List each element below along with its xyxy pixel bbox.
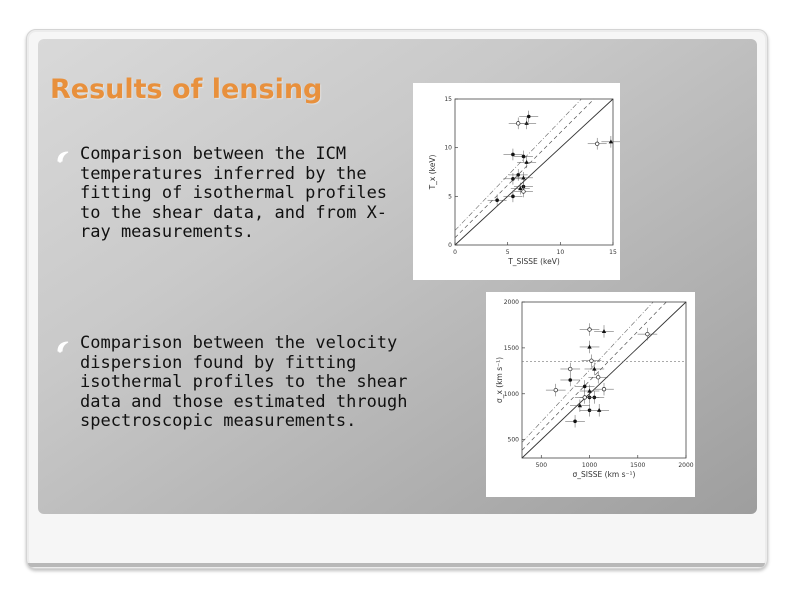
x-tick-label: 1000 <box>581 462 598 469</box>
x-tick-label: 0 <box>453 249 457 256</box>
data-point-open-circle <box>554 388 558 392</box>
data-point-filled-circle <box>495 198 499 202</box>
data-point-filled-circle <box>527 115 531 119</box>
data-point-triangle <box>592 367 596 371</box>
x-tick-label: 15 <box>609 249 617 256</box>
data-point-open-circle <box>595 142 599 146</box>
data-point-filled-circle <box>516 173 520 177</box>
data-point-open-circle <box>588 328 592 332</box>
figure-velocity-comparison <box>486 292 695 497</box>
reference-line-dashed <box>455 99 594 238</box>
y-tick-label: 2000 <box>503 299 519 306</box>
x-tick-label: 10 <box>556 249 565 256</box>
data-point-open-circle <box>516 122 520 126</box>
reference-line-solid <box>455 99 613 245</box>
x-tick-label: 5 <box>505 249 510 256</box>
data-point-filled-circle <box>583 385 587 389</box>
data-point-triangle <box>597 408 601 412</box>
data-point-open-circle <box>646 332 650 336</box>
y-tick-label: 5 <box>448 193 452 201</box>
y-tick-label: 10 <box>444 144 452 152</box>
data-point-triangle <box>587 389 591 393</box>
bullet-text-1: Comparison between the ICM temperatures inferred by the fitting of isothermal profiles to the shear data, and from X-ray measurements. <box>80 144 388 242</box>
x-tick-label: 1500 <box>630 462 646 469</box>
x-tick-label: 500 <box>535 462 548 469</box>
data-point-open-circle <box>583 396 587 400</box>
y-tick-label: 1500 <box>503 344 519 352</box>
data-point-open-circle <box>568 367 572 371</box>
x-tick-label: 2000 <box>678 462 694 469</box>
chart-velocity <box>486 292 695 497</box>
data-point-filled-circle <box>568 378 572 382</box>
data-point-filled-circle <box>511 153 515 157</box>
data-point-open-circle <box>602 387 606 391</box>
data-point-triangle <box>602 329 606 333</box>
y-axis-label: T_x (keV) <box>428 154 437 190</box>
data-point-triangle <box>524 121 528 125</box>
y-tick-label: 15 <box>444 96 452 103</box>
data-point-open-circle <box>522 190 526 194</box>
data-point-filled-circle <box>511 177 515 181</box>
reference-line-dashdot <box>522 302 653 442</box>
data-point-triangle <box>521 175 525 179</box>
slide-title: Results of lensing <box>50 74 323 105</box>
x-axis-label: σ_SISSE (km s⁻¹) <box>572 470 636 479</box>
slide-bottom-bar <box>28 563 765 567</box>
x-axis-label: T_SISSE (keV) <box>508 257 560 266</box>
chart-temperature <box>413 83 620 280</box>
data-point-open-circle <box>596 375 600 379</box>
figure-temperature-comparison <box>413 83 620 280</box>
data-point-open-circle <box>590 359 594 363</box>
data-point-filled-circle <box>522 155 526 159</box>
data-point-filled-circle <box>573 419 577 423</box>
data-point-triangle <box>609 139 613 143</box>
bullet-text-2: Comparison between the velocity dispersion found by fitting isothermal profiles to the shear data and those estimated through spectroscopic measurements. <box>80 333 408 431</box>
y-tick-label: 1000 <box>503 390 519 398</box>
data-point-triangle <box>524 160 528 164</box>
bullet-icon <box>56 340 70 354</box>
y-axis-label: σ_x (km s⁻¹) <box>495 356 504 404</box>
y-tick-label: 500 <box>507 436 519 444</box>
bullet-icon <box>56 150 70 164</box>
y-tick-label: 0 <box>448 242 452 249</box>
data-point-filled-circle <box>511 195 515 199</box>
reference-line-dashed <box>522 302 666 450</box>
data-point-triangle <box>587 345 591 349</box>
